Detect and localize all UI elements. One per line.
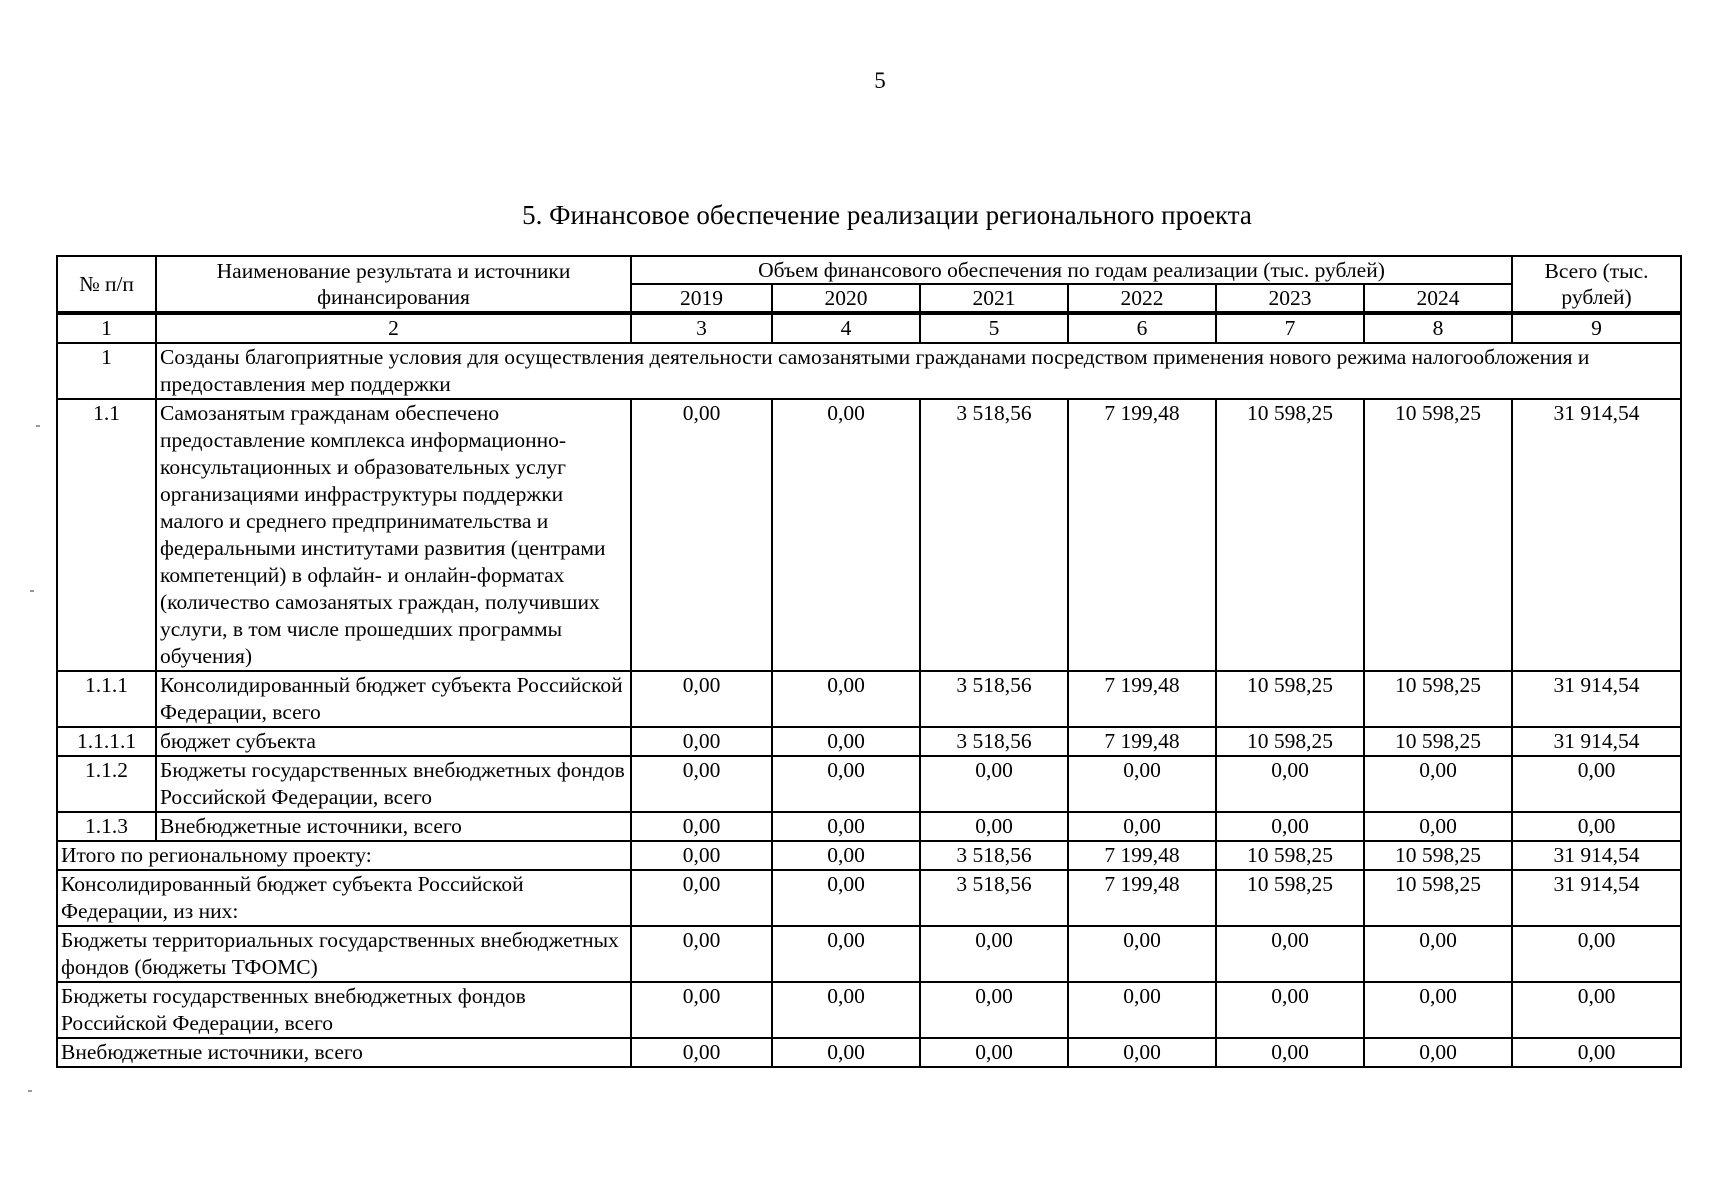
summary-value: 0,00 [1512, 926, 1681, 982]
column-number: 1 [57, 313, 156, 343]
row-name: Самозанятым гражданам обеспечено предоставление комплекса информационно-консультационных и образовательных услуг организациями инфраструктуры поддержки малого и среднего предпринимательства и федеральными институтами развития (центрами компетенций) в офлайн- и онлайн-форматах (количество самозанятых граждан, получивших услуги, в том числе прошедших программы обучения) [156, 399, 631, 671]
summary-value: 0,00 [920, 926, 1068, 982]
summary-value: 3 518,56 [920, 870, 1068, 926]
header-name: Наименование результата и источники финансирования [156, 256, 631, 313]
summary-value: 0,00 [1512, 1038, 1681, 1067]
row-value: 0,00 [772, 399, 920, 671]
summary-value: 10 598,25 [1364, 870, 1512, 926]
summary-name: Бюджеты государственных внебюджетных фондов Российской Федерации, всего [57, 982, 631, 1038]
column-number: 4 [772, 313, 920, 343]
summary-row [57, 841, 1681, 870]
summary-value: 7 199,48 [1068, 841, 1216, 870]
column-number: 7 [1216, 313, 1364, 343]
row-value: 0,00 [631, 399, 772, 671]
row-value: 0,00 [772, 756, 920, 812]
row-value: 0,00 [631, 671, 772, 727]
section-row [57, 343, 1681, 399]
summary-value: 0,00 [1512, 982, 1681, 1038]
summary-value: 0,00 [1216, 926, 1364, 982]
summary-value: 0,00 [1364, 982, 1512, 1038]
row-num: 1.1.3 [57, 812, 156, 841]
row-num: 1.1.2 [57, 756, 156, 812]
row-value: 3 518,56 [920, 399, 1068, 671]
scan-mark [28, 1090, 32, 1092]
scan-mark [30, 590, 34, 592]
row-value: 0,00 [772, 812, 920, 841]
header-total: Всего (тыс. рублей) [1512, 256, 1681, 313]
row-value: 10 598,25 [1364, 671, 1512, 727]
header-volume: Объем финансового обеспечения по годам реализации (тыс. рублей) [631, 256, 1512, 284]
summary-value: 0,00 [1216, 982, 1364, 1038]
summary-value: 0,00 [772, 870, 920, 926]
summary-name: Итого по региональному проекту: [57, 841, 631, 870]
summary-row [57, 1038, 1681, 1067]
summary-value: 10 598,25 [1216, 841, 1364, 870]
row-value: 10 598,25 [1364, 399, 1512, 671]
row-num: 1.1 [57, 399, 156, 671]
summary-value: 0,00 [631, 870, 772, 926]
row-value: 0,00 [1216, 812, 1364, 841]
summary-value: 0,00 [772, 1038, 920, 1067]
row-value: 0,00 [1216, 756, 1364, 812]
header-year: 2024 [1364, 284, 1512, 313]
row-name: бюджет субъекта [156, 727, 631, 756]
summary-value: 0,00 [1216, 1038, 1364, 1067]
row-value: 10 598,25 [1216, 727, 1364, 756]
row-value: 0,00 [631, 727, 772, 756]
column-number: 8 [1364, 313, 1512, 343]
summary-value: 0,00 [920, 1038, 1068, 1067]
column-numbers-row [57, 313, 1681, 343]
table-row [57, 756, 1681, 812]
summary-value: 0,00 [1068, 926, 1216, 982]
row-value: 0,00 [772, 727, 920, 756]
section-title: 5. Финансовое обеспечение реализации регионального проекта [522, 200, 1252, 230]
summary-name: Внебюджетные источники, всего [57, 1038, 631, 1067]
row-value: 3 518,56 [920, 671, 1068, 727]
row-value: 31 914,54 [1512, 399, 1681, 671]
summary-value: 31 914,54 [1512, 841, 1681, 870]
row-value: 10 598,25 [1216, 399, 1364, 671]
header-num: № п/п [57, 256, 156, 313]
header-year: 2019 [631, 284, 772, 313]
summary-value: 3 518,56 [920, 841, 1068, 870]
summary-value: 0,00 [772, 982, 920, 1038]
summary-value: 0,00 [631, 926, 772, 982]
summary-name: Консолидированный бюджет субъекта Российской Федерации, из них: [57, 870, 631, 926]
row-value: 0,00 [920, 756, 1068, 812]
row-num: 1.1.1.1 [57, 727, 156, 756]
section-num: 1 [57, 343, 156, 399]
row-value: 31 914,54 [1512, 727, 1681, 756]
column-number: 6 [1068, 313, 1216, 343]
row-value: 7 199,48 [1068, 399, 1216, 671]
row-value: 0,00 [772, 671, 920, 727]
summary-value: 0,00 [1364, 1038, 1512, 1067]
row-value: 10 598,25 [1216, 671, 1364, 727]
summary-value: 31 914,54 [1512, 870, 1681, 926]
row-value: 0,00 [1512, 812, 1681, 841]
summary-value: 0,00 [1068, 1038, 1216, 1067]
row-name: Внебюджетные источники, всего [156, 812, 631, 841]
financing-table [56, 255, 1682, 1068]
row-value: 0,00 [631, 812, 772, 841]
summary-row [57, 982, 1681, 1038]
row-value: 0,00 [631, 756, 772, 812]
summary-row [57, 870, 1681, 926]
summary-value: 0,00 [1364, 926, 1512, 982]
section-text: Созданы благоприятные условия для осуществления деятельности самозанятыми гражданами посредством применения нового режима налогообложения и предоставления мер поддержки [156, 343, 1681, 399]
table-row [57, 671, 1681, 727]
summary-value: 0,00 [1068, 982, 1216, 1038]
row-value: 31 914,54 [1512, 671, 1681, 727]
header-row-1 [57, 256, 1681, 284]
row-name: Консолидированный бюджет субъекта Российской Федерации, всего [156, 671, 631, 727]
table-row [57, 727, 1681, 756]
table-row [57, 812, 1681, 841]
row-value: 3 518,56 [920, 727, 1068, 756]
summary-value: 0,00 [631, 1038, 772, 1067]
summary-value: 10 598,25 [1216, 870, 1364, 926]
summary-row [57, 926, 1681, 982]
header-year: 2020 [772, 284, 920, 313]
row-value: 0,00 [1364, 756, 1512, 812]
column-number: 2 [156, 313, 631, 343]
summary-value: 0,00 [772, 841, 920, 870]
row-value: 0,00 [1068, 756, 1216, 812]
row-value: 7 199,48 [1068, 671, 1216, 727]
row-value: 0,00 [1364, 812, 1512, 841]
scan-mark [36, 425, 40, 427]
row-value: 0,00 [1512, 756, 1681, 812]
summary-value: 0,00 [631, 982, 772, 1038]
row-value: 0,00 [1068, 812, 1216, 841]
row-value: 10 598,25 [1364, 727, 1512, 756]
column-number: 3 [631, 313, 772, 343]
summary-value: 10 598,25 [1364, 841, 1512, 870]
header-year: 2021 [920, 284, 1068, 313]
row-value: 7 199,48 [1068, 727, 1216, 756]
table-row [57, 399, 1681, 671]
header-year: 2022 [1068, 284, 1216, 313]
summary-value: 0,00 [920, 982, 1068, 1038]
header-year: 2023 [1216, 284, 1364, 313]
column-number: 9 [1512, 313, 1681, 343]
row-value: 0,00 [920, 812, 1068, 841]
summary-value: 0,00 [772, 926, 920, 982]
summary-name: Бюджеты территориальных государственных внебюджетных фондов (бюджеты ТФОМС) [57, 926, 631, 982]
summary-value: 7 199,48 [1068, 870, 1216, 926]
summary-value: 0,00 [631, 841, 772, 870]
row-name: Бюджеты государственных внебюджетных фондов Российской Федерации, всего [156, 756, 631, 812]
row-num: 1.1.1 [57, 671, 156, 727]
column-number: 5 [920, 313, 1068, 343]
page-number: 5 [874, 68, 886, 93]
